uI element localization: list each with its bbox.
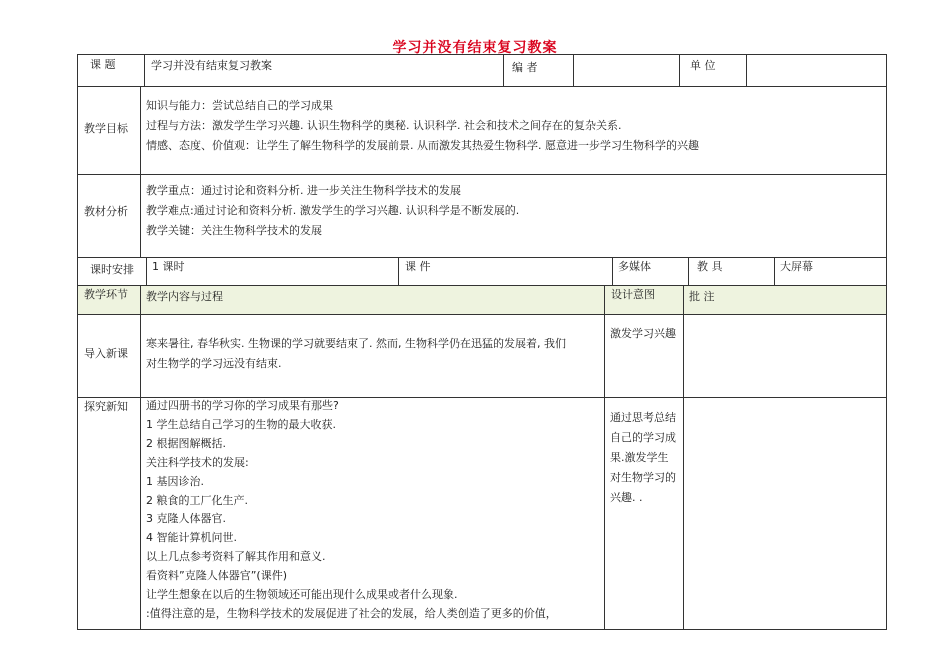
topic-label: 课 题 <box>90 58 116 71</box>
explore-line: 2 粮食的工厂化生产. <box>146 493 248 507</box>
intro-intent: 激发学习兴趣 <box>610 327 676 340</box>
analysis-line: 教学难点:通过讨论和资料分析. 激发学生的学习兴趣. 认识科学是不断发展的. <box>146 204 520 217</box>
intro-content <box>146 334 566 374</box>
analysis-label: 教材分析 <box>84 205 128 218</box>
process-col-intent: 设计意图 <box>611 288 655 301</box>
topic-value: 学习并没有结束复习教案 <box>151 59 272 72</box>
analysis-content <box>146 181 519 241</box>
schedule-hours: 1 课时 <box>152 260 185 273</box>
explore-line: 关注科学技术的发展: <box>146 455 249 469</box>
explore-label: 探究新知 <box>84 400 128 413</box>
intro-line: 寒来暑往, 春华秋实. 生物课的学习就要结束了. 然而, 生物科学仍在迅猛的发展着, 我们 <box>146 337 566 350</box>
goals-content <box>146 96 699 156</box>
intro-label: 导入新课 <box>84 347 128 360</box>
editor-label: 编 者 <box>512 61 538 74</box>
process-col-notes: 批 注 <box>689 290 715 303</box>
analysis-line: 教学重点：通过讨论和资料分析. 进一步关注生物科学技术的发展 <box>146 184 461 197</box>
explore-line: :值得注意的是，生物科学技术的发展促进了社会的发展，给人类创造了更多的价值， <box>146 606 557 620</box>
document-title: 学习并没有结束复习教案 <box>392 40 558 56</box>
goals-label: 教学目标 <box>84 122 128 135</box>
explore-line: 3 克隆人体器官. <box>146 512 226 526</box>
explore-line: 让学生想象在以后的生物领域还可能出现什么成果或者什么现象. <box>146 588 458 602</box>
goals-line: 知识与能力：尝试总结自己的学习成果 <box>146 99 333 112</box>
intro-line: 对生物学的学习远没有结束. <box>146 357 282 370</box>
courseware-label: 课 件 <box>405 260 431 273</box>
tools-label: 教 具 <box>697 260 723 273</box>
explore-content <box>146 397 557 629</box>
explore-line: 2 根据图解概括. <box>146 436 226 450</box>
analysis-line: 教学关键：关注生物科学技术的发展 <box>146 224 322 237</box>
explore-intent: 通过思考总结自己的学习成果.激发学生对生物学习的兴趣. . <box>610 411 676 504</box>
tools-value: 大屏幕 <box>780 260 813 273</box>
goals-line: 情感、态度、价值观：让学生了解生物科学的发展前景. 从而激发其热爱生物科学. 愿意进一步学习生物科学的兴趣 <box>146 139 699 152</box>
goals-line: 过程与方法：激发学生学习兴趣. 认识生物科学的奥秘. 认识科学. 社会和技术之间存在的复杂关系. <box>146 119 622 132</box>
explore-line: 1 基因诊治. <box>146 474 204 488</box>
schedule-label: 课时安排 <box>90 263 134 276</box>
process-col-content: 教学内容与过程 <box>146 290 223 303</box>
explore-line: 看资料”克隆人体器官”(课件) <box>146 569 287 583</box>
explore-line: 以上几点参考资料了解其作用和意义. <box>146 550 326 564</box>
explore-line: 4 智能计算机问世. <box>146 531 237 545</box>
explore-line: 1 学生总结自己学习的生物的最大收获. <box>146 417 336 431</box>
courseware-value: 多媒体 <box>618 260 651 273</box>
unit-label: 单 位 <box>690 59 716 72</box>
explore-line: 通过四册书的学习你的学习成果有那些? <box>146 399 339 412</box>
process-col-stage: 教学环节 <box>84 288 128 301</box>
